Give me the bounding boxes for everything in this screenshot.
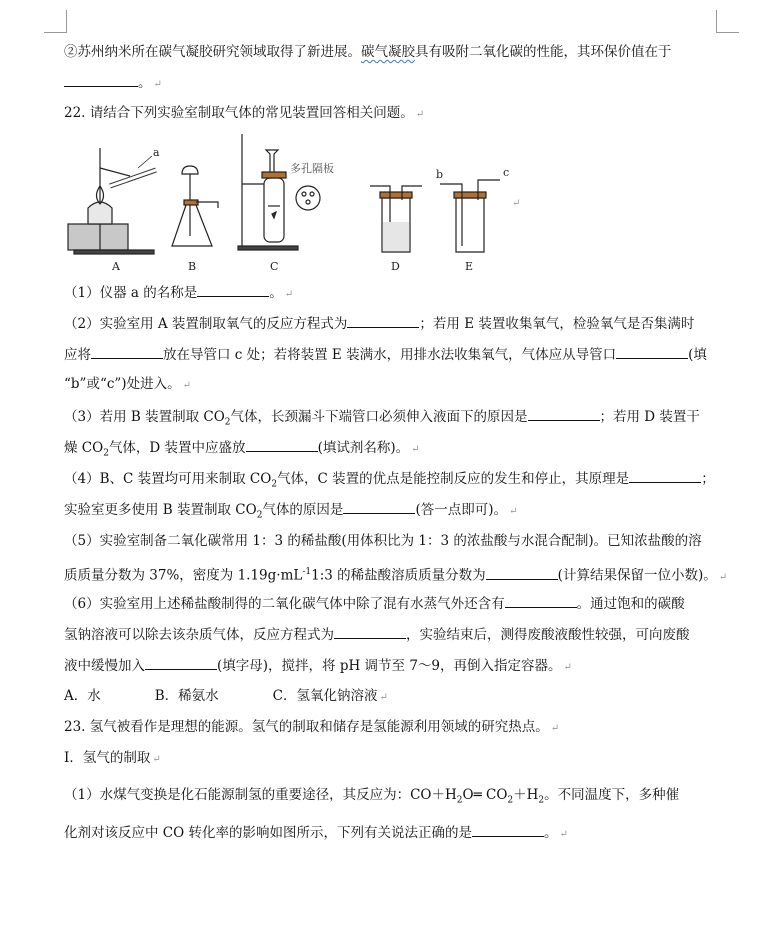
label-a: a [153, 146, 160, 159]
apparatus-e-label: E [465, 260, 474, 273]
text-run: 质质量分数为 37%，密度为 1.19g·mL [64, 567, 303, 584]
text-run: 气体，D 装置中应盛放 [108, 440, 246, 456]
answer-blank [246, 437, 318, 452]
text-run: 具有吸附二氧化碳的性能，其环保价值在于 [415, 44, 672, 60]
text-line [64, 531, 702, 551]
text-run: 液中缓慢加入 [64, 658, 145, 674]
label-b: b [436, 168, 444, 181]
porous-plate-label: 多孔隔板 [290, 162, 334, 175]
paragraph-mark: ↵ [559, 829, 568, 840]
text-run: 化剂对该反应中 CO 转化率的影响如图所示，下列有关说法正确的是 [64, 825, 472, 841]
text-run: 放在导管口 c 处；若将装置 E 装满水，用排水法收集氧气，气体应从导管口 [163, 347, 617, 363]
label-c: c [503, 166, 510, 179]
answer-blank [343, 499, 415, 514]
figure-return-mark: ↵ [512, 198, 521, 209]
text-line [64, 562, 727, 588]
paragraph-mark: ↵ [550, 723, 560, 734]
text-run: 。不同温度下，多种催 [544, 787, 680, 803]
text-run: 。 [138, 75, 152, 91]
answer-blank [629, 468, 701, 483]
text-run: (填试剂名称)。 [317, 440, 410, 456]
text-run: 。通过饱和的碳酸 [576, 596, 685, 612]
subscript: 2 [538, 795, 545, 806]
subscript: 2 [507, 795, 514, 806]
text-line [64, 624, 690, 645]
answer-blank [91, 344, 163, 359]
subscript: 2 [103, 448, 109, 459]
text-line [64, 717, 559, 739]
text-run: （4）B、C 装置均可用来制取 CO [64, 471, 272, 487]
text-line [64, 593, 685, 614]
text-run: 氢钠溶液可以除去该杂质气体，反应方程式为 [64, 627, 334, 643]
text-line [64, 344, 707, 365]
page-corner-mark-top-left [44, 10, 67, 33]
text-line [64, 785, 679, 811]
text-run: 1:3 的稀盐酸溶质质量分数为 [311, 567, 486, 584]
subscript: 2 [256, 510, 263, 521]
apparatus-b [172, 166, 218, 273]
text-run: ；若用 D 装置干 [599, 409, 700, 425]
apparatus-d [370, 186, 422, 273]
text-line [64, 406, 700, 433]
text-line [64, 313, 694, 334]
text-run: 。 [269, 285, 283, 301]
page-corner-mark-top-right [716, 10, 739, 33]
text-run: 气体，C 装置的优点是能控制反应的发生和停止，其原理是 [277, 471, 630, 487]
answer-blank [616, 344, 688, 359]
apparatus-d-label: D [391, 260, 400, 273]
text-run: （1）仪器 a 的名称是 [64, 285, 198, 301]
text-run: 实验室更多使用 B 装置制取 CO [64, 502, 257, 518]
text-run: (计算结果保留一位小数)。 [557, 567, 717, 584]
text-run: (填 [688, 347, 707, 363]
text-run: (答一点即可)。 [415, 502, 507, 518]
answer-blank [472, 822, 544, 837]
text-line [64, 822, 568, 845]
paragraph-mark: ↵ [182, 380, 191, 391]
text-run: 22. 请结合下列实验室制取气体的常见装置回答相关问题。 [64, 105, 414, 121]
subscript: 2 [456, 795, 463, 806]
text-line [64, 437, 420, 464]
apparatus-c-label: C [270, 260, 279, 273]
text-run: ，实验结束后，测得废酸液酸性较强，可向废酸 [406, 627, 690, 643]
text-run: （6）实验室用上述稀盐酸制得的二氧化碳气体中除了混有水蒸气外还含有 [64, 596, 505, 612]
text-run: Ⅰ．氢气的制取 [64, 750, 151, 766]
text-run: 气体，长颈漏斗下端管口必须伸入液面下的原因是 [230, 409, 528, 425]
subscript: 2 [224, 417, 231, 428]
text-run: ；若用 E 装置收集氧气，检验氧气是否集满时 [419, 316, 695, 332]
text-line [64, 42, 672, 62]
text-run: （1）水煤气变换是化石能源制氢的重要途径，其反应为：CO＋H [64, 787, 457, 803]
paragraph-mark: ↵ [563, 662, 572, 673]
paragraph-mark: ↵ [411, 444, 420, 455]
text-line [64, 72, 162, 95]
text-line [64, 655, 572, 678]
text-run: “b”或“c”)处进入。 [64, 376, 181, 392]
text-run: （3）若用 B 装置制取 CO [64, 409, 225, 425]
text-run: (填字母)，搅拌，将 pH 调节至 7～9，再倒入指定容器。 [217, 658, 562, 674]
apparatus-a [68, 146, 160, 273]
text-run: 碳气凝胶 [361, 44, 415, 60]
paragraph-mark: ↵ [508, 506, 518, 517]
text-line [64, 468, 715, 495]
text-run: ＋H [513, 787, 539, 803]
text-line [64, 282, 293, 305]
text-run: ②苏州纳米所在碳气凝胶研究领域取得了新进展。 [64, 44, 361, 60]
text-line [64, 499, 517, 526]
text-run: A．水 B．稀氨水 C．氢氧化钠溶液 [64, 688, 378, 704]
text-line [64, 374, 191, 396]
answer-blank [197, 282, 269, 297]
answer-blank [528, 406, 600, 421]
apparatus-c [238, 134, 334, 273]
paragraph-mark: ↵ [152, 754, 161, 765]
text-run: 。 [543, 825, 558, 841]
answer-blank [64, 72, 138, 87]
text-run: 应将 [64, 347, 91, 363]
paragraph-mark: ↵ [415, 109, 425, 120]
paragraph-mark: ↵ [718, 571, 728, 583]
paragraph-mark: ↵ [153, 79, 162, 90]
text-run: （2）实验室用 A 装置制取氧气的反应方程式为 [64, 316, 348, 332]
apparatus-b-label: B [188, 260, 197, 273]
superscript: -1 [302, 567, 312, 577]
answer-blank [486, 565, 558, 580]
answer-blank [347, 313, 419, 328]
text-run: 23. 氢气被看作是理想的能源。氢气的制取和储存是氢能源利用领域的研究热点。 [64, 719, 549, 735]
text-line [64, 748, 161, 770]
text-run: （5）实验室制备二氧化碳常用 1：3 的稀盐酸(用体积比为 1：3 的浓盐酸与水混合配制)。已知浓盐酸的溶 [64, 533, 702, 549]
paragraph-mark: ↵ [284, 289, 294, 300]
text-line [64, 103, 424, 125]
apparatus-e [436, 166, 509, 273]
subscript: 2 [271, 479, 278, 490]
answer-blank [334, 624, 406, 639]
text-run: O═ CO [462, 787, 508, 803]
answer-blank [505, 593, 577, 608]
text-line [64, 686, 388, 708]
text-run: ； [701, 471, 715, 487]
apparatus-a-label: A [112, 260, 120, 273]
text-run: 气体的原因是 [262, 502, 344, 518]
apparatus-figure [60, 128, 530, 274]
answer-blank [145, 655, 217, 670]
paragraph-mark: ↵ [379, 692, 388, 703]
text-run: 燥 CO [64, 440, 104, 456]
